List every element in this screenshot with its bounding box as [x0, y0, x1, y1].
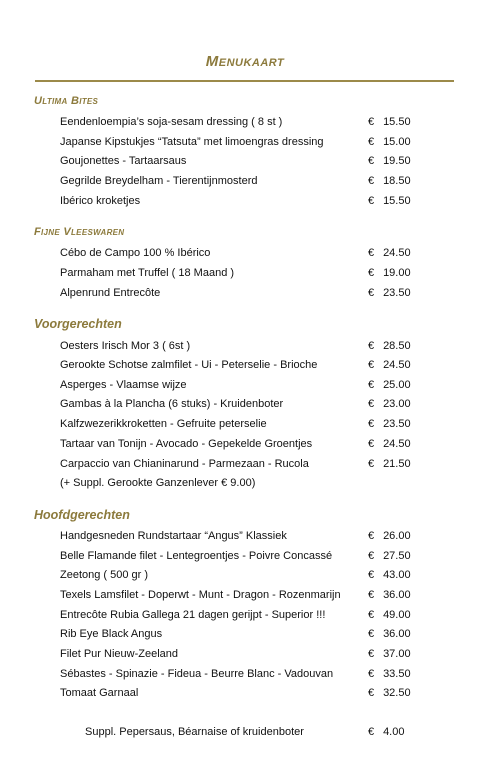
- title-divider: [35, 80, 454, 82]
- menu-item: Rib Eye Black Angus: [60, 628, 163, 640]
- menu-item: Tomaat Garnaal: [60, 687, 139, 699]
- menu-item: Belle Flamande filet - Lentegroentjes - Poivre Concassé: [60, 550, 333, 562]
- menu-item: Zeetong ( 500 gr ): [60, 569, 149, 581]
- section-heading-fijne-vleeswaren: Fijne Vleeswaren: [34, 226, 125, 238]
- sauce-supplement: Suppl. Pepersaus, Béarnaise of kruidenboter: [85, 726, 304, 738]
- supplement-note: (+ Suppl. Gerookte Ganzenlever € 9.00): [60, 477, 256, 489]
- menu-item-price: € 15.50: [368, 195, 411, 207]
- menu-item-price: € 36.00: [368, 589, 411, 601]
- menu-item-price: € 28.50: [368, 340, 411, 352]
- menu-item: Gegrilde Breydelham - Tierentijnmosterd: [60, 175, 258, 187]
- menu-item-price: € 19.00: [368, 267, 411, 279]
- menu-item-price: € 43.00: [368, 569, 411, 581]
- menu-item: Oesters Irisch Mor 3 ( 6st ): [60, 340, 191, 352]
- menu-item: Ibérico kroketjes: [60, 195, 141, 207]
- menu-item-price: € 15.50: [368, 116, 411, 128]
- menu-item: Goujonettes - Tartaarsaus: [60, 155, 187, 167]
- menu-item-price: € 18.50: [368, 175, 411, 187]
- menu-item-price: € 26.00: [368, 530, 411, 542]
- menu-item-price: € 19.50: [368, 155, 411, 167]
- menu-item-price: € 33.50: [368, 668, 411, 680]
- menu-item-price: € 21.50: [368, 458, 411, 470]
- menu-item: Texels Lamsfilet - Doperwt - Munt - Dragon - Rozenmarijn: [60, 589, 341, 601]
- menu-item: Filet Pur Nieuw-Zeeland: [60, 648, 178, 660]
- menu-item: Kalfzwezerikkroketten - Gefruite peterselie: [60, 418, 267, 430]
- menu-item-price: € 23.50: [368, 287, 411, 299]
- menu-title: Menukaart: [205, 53, 285, 70]
- menu-item: Tartaar van Tonijn - Avocado - Gepekelde Groentjes: [60, 438, 313, 450]
- section-heading-voorgerechten: Voorgerechten: [34, 317, 122, 331]
- menu-item-price: € 15.00: [368, 136, 411, 148]
- menu-item-price: € 24.50: [368, 247, 411, 259]
- menu-item: Gambas à la Plancha (6 stuks) - Kruidenboter: [60, 398, 284, 410]
- menu-item: Asperges - Vlaamse wijze: [60, 379, 187, 391]
- menu-item: Eendenloempia’s soja-sesam dressing ( 8 st ): [60, 116, 283, 128]
- section-heading-hoofdgerechten: Hoofdgerechten: [34, 508, 130, 522]
- menu-item-price: € 24.50: [368, 359, 411, 371]
- menu-item-price: € 25.00: [368, 379, 411, 391]
- menu-item-price: € 37.00: [368, 648, 411, 660]
- menu-item-price: € 49.00: [368, 609, 411, 621]
- sauce-supplement-price: € 4.00: [368, 726, 405, 738]
- menu-item: Handgesneden Rundstartaar “Angus” Klassiek: [60, 530, 287, 542]
- menu-item-price: € 27.50: [368, 550, 411, 562]
- menu-item-price: € 24.50: [368, 438, 411, 450]
- menu-item: Japanse Kipstukjes “Tatsuta” met limoengras dressing: [60, 136, 324, 148]
- menu-item-price: € 23.50: [368, 418, 411, 430]
- menu-item: Gerookte Schotse zalmfilet - Ui - Peterselie - Brioche: [60, 359, 318, 371]
- menu-item: Sébastes - Spinazie - Fideua - Beurre Blanc - Vadouvan: [60, 668, 334, 680]
- menu-item-price: € 32.50: [368, 687, 411, 699]
- menu-item: Alpenrund Entrecôte: [60, 287, 161, 299]
- menu-item: Parmaham met Truffel ( 18 Maand ): [60, 267, 235, 279]
- menu-item-price: € 23.00: [368, 398, 411, 410]
- menu-item: Carpaccio van Chianinarund - Parmezaan - Rucola: [60, 458, 309, 470]
- menu-item: Cébo de Campo 100 % Ibérico: [60, 247, 211, 259]
- menu-item: Entrecôte Rubia Gallega 21 dagen gerijpt - Superior !!!: [60, 609, 326, 621]
- menu-item-price: € 36.00: [368, 628, 411, 640]
- section-heading-ultima-bites: Ultima Bites: [34, 95, 99, 107]
